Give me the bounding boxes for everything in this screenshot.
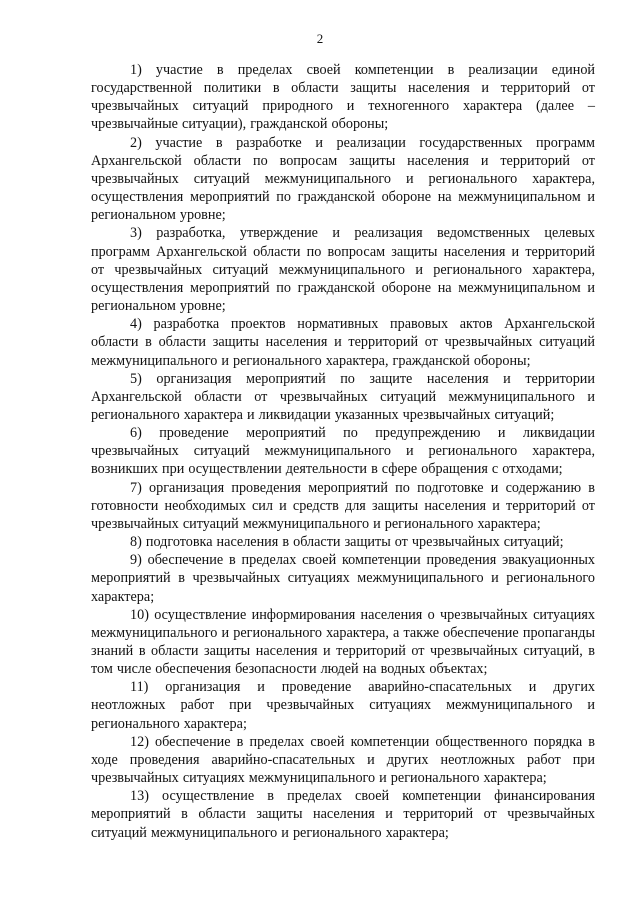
list-item-7: 7) организация проведения мероприятий по подготовке и содержанию в готовности необходимых сил и средств для защиты населения и территорий от чрезвычайных ситуаций межмуниципального и регионального характера; bbox=[91, 479, 595, 532]
page-number: 2 bbox=[316, 31, 324, 46]
list-item-9: 9) обеспечение в пределах своей компетенции проведения эвакуационных мероприятий в чрезвычайных ситуациях межмуниципального и регионального характера; bbox=[91, 552, 595, 605]
document-body bbox=[91, 61, 595, 842]
list-item-5: 5) организация мероприятий по защите населения и территории Архангельской области от чрезвычайных ситуаций межмуниципального и регионального характера и ликвидации указанных чрезвычайных ситуаций; bbox=[91, 370, 595, 423]
list-item-1: 1) участие в пределах своей компетенции в реализации единой государственной политики в области защиты населения и территорий от чрезвычайных ситуаций природного и техногенного характера (далее – чрезвычайные ситуации), гражданской обороны; bbox=[91, 62, 595, 133]
list-item-11: 11) организация и проведение аварийно-спасательных и других неотложных работ при чрезвычайных ситуациях межмуниципального и регионального характера; bbox=[91, 679, 595, 732]
list-item-3: 3) разработка, утверждение и реализация ведомственных целевых программ Архангельской области по вопросам защиты населения и территорий от чрезвычайных ситуаций межмуниципального и регионального характера, осуществления мероприятий по гражданской обороне на межмуниципальном и региональном уровне; bbox=[91, 225, 595, 315]
list-item-8: 8) подготовка населения в области защиты от чрезвычайных ситуаций; bbox=[130, 534, 564, 551]
list-item-4: 4) разработка проектов нормативных правовых актов Архангельской области в области защиты населения и территорий от чрезвычайных ситуаций межмуниципального и регионального характера, гражданской обороны; bbox=[91, 316, 595, 369]
list-item-2: 2) участие в разработке и реализации государственных программ Архангельской области по вопросам защиты населения и территорий от чрезвычайных ситуаций межмуниципального и регионального характера, осуществления мероприятий по гражданской обороне на межмуниципальном и региональном уровне; bbox=[91, 134, 595, 224]
list-item-6: 6) проведение мероприятий по предупреждению и ликвидации чрезвычайных ситуаций межмуниципального и регионального характера, возникших при осуществлении деятельности в сфере обращения с отходами; bbox=[91, 425, 595, 478]
list-item-13: 13) осуществление в пределах своей компетенции финансирования мероприятий в области защиты населения и территорий от чрезвычайных ситуаций межмуниципального и регионального характера; bbox=[91, 788, 595, 841]
list-item-10: 10) осуществление информирования населения о чрезвычайных ситуациях межмуниципального и регионального характера, а также обеспечение пропаганды знаний в области защиты населения и территорий от чрезвычайных ситуаций, в том числе обеспечения безопасности людей на водных объектах; bbox=[91, 606, 595, 678]
list-item-12: 12) обеспечение в пределах своей компетенции общественного порядка в ходе проведения аварийно-спасательных и других неотложных работ при чрезвычайных ситуациях межмуниципального и регионального характера; bbox=[91, 733, 595, 787]
